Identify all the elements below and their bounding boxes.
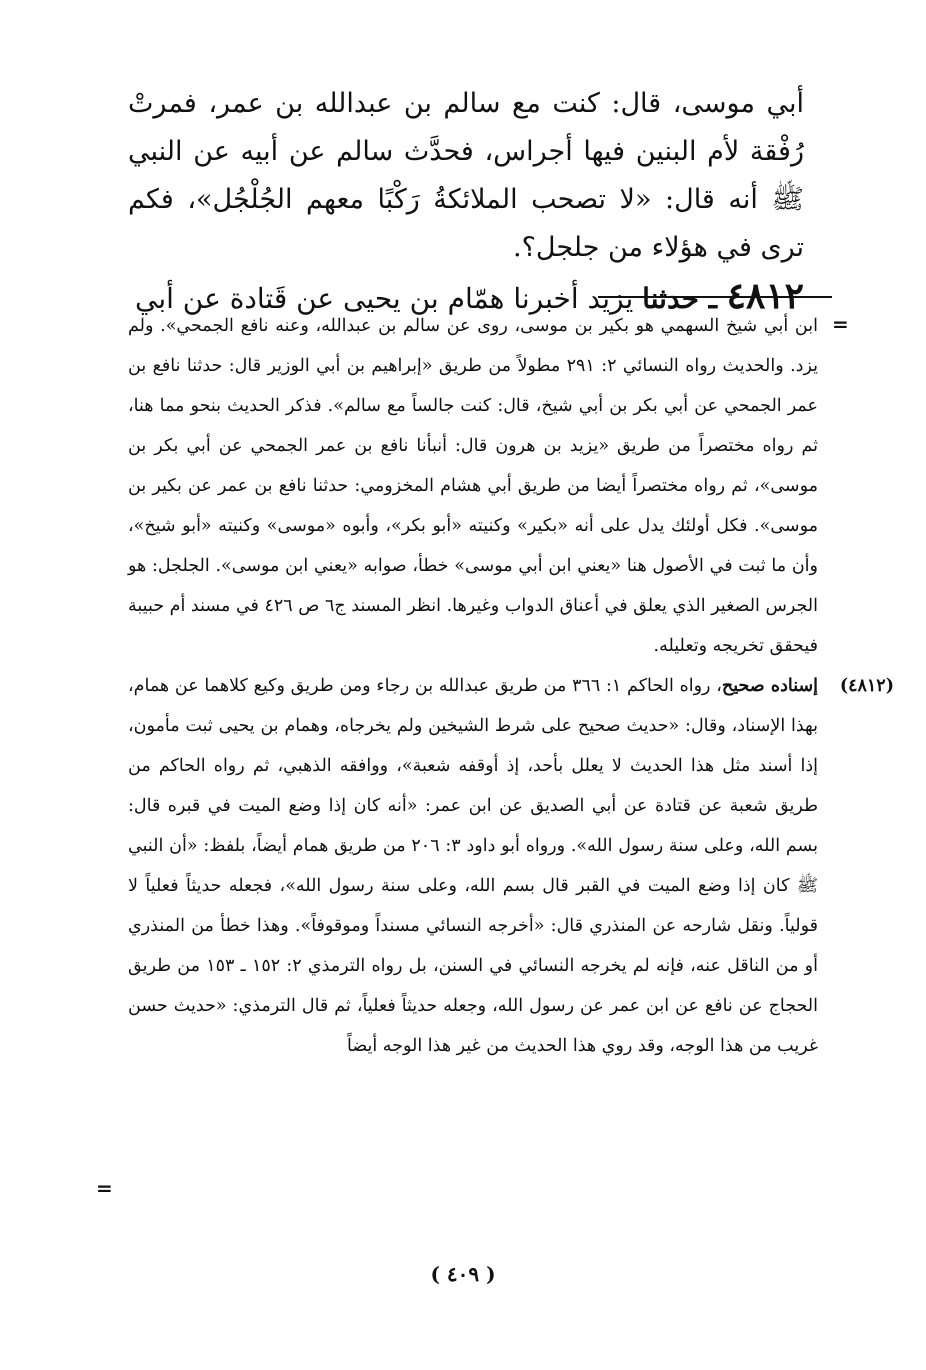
hadith-dash: ـ bbox=[698, 282, 727, 315]
footnote-separator bbox=[598, 296, 832, 298]
footnote-continuation-text: ابن أبي شيخ السهمي هو بكير بن موسى، روى عن سالم بن عبدالله، وعنه نافع الجمحي». ولم يزد. والحديث رواه النسائي ٢: ٢٩١ مطولاً من طريق «إبراهيم بن أبي الوزير قال: حدثنا نافع بن عمر الجمحي عن أبي بكر بن أبي شيخ، قال: كنت جالساً مع سالم». فذكر الحديث بنحو مما هنا، ثم رواه مختصراً من طريق «يزيد بن هرون قال: أنبأنا نافع بن عمر الجمحي عن أبي بكر بن موسى»، ثم رواه مختصراً أيضا من طريق أبي هشام المخزومي: حدثنا نافع بن عمر عن بكير بن موسى». فكل أولئك يدل على أنه «بكير» وكنيته «أبو بكر»، وأبوه «موسى» وكنيته «أبو شيخ»، وأن ما ثبت في الأصول هنا «يعني ابن أبي موسى» خطأ، صوابه «يعني ابن موسى». الجلجل: هو الجرس الصغير الذي يعلق في أعناق الدواب وغيرها. انظر المسند ج٦ ص ٤٢٦ في مسند أم حبيبة فيحقق تخريجه وتعليله. bbox=[128, 316, 818, 656]
main-paragraph bbox=[128, 80, 804, 272]
continuation-mark-bottom: = bbox=[96, 1176, 113, 1200]
hadith-haddathana: حدثنا bbox=[642, 282, 699, 315]
continuation-mark-top: = bbox=[832, 312, 849, 336]
main-text bbox=[128, 80, 804, 323]
footnotes bbox=[128, 306, 894, 1066]
footnote-text: ، رواه الحاكم ١: ٣٦٦ من طريق عبدالله بن رجاء ومن طريق وكيع كلاهما عن همام، بهذا الإسناد، وقال: «حديث صحيح على شرط الشيخين ولم يخرجاه، وهمام بن يحيى ثبت مأمون، إذا أسند مثل هذا الحديث لا يعلل بأحد، إذ أوقفه شعبة»، ووافقه الذهبي، ثم رواه الحاكم من طريق شعبة عن قتادة عن أبي الصديق عن ابن عمر: «أنه كان إذا وضع الميت في قبره قال: بسم الله، وعلى سنة رسول الله». ورواه أبو داود ٣: ٢٠٦ من طريق همام أيضاً، بلفظ: «أن النبي ﷺ كان إذا وضع الميت في القبر قال بسم الله، وعلى سنة رسول الله»، فجعله حديثاً فعلياً لا قولياً. ونقل شارحه عن المنذري قال: «أخرجه النسائي مسنداً وموقوفاً». وهذا خطأ من المنذري أو من الناقل عنه، فإنه لم يخرجه النسائي في السنن، بل رواه الترمذي ٢: ١٥٢ ـ ١٥٣ من طريق الحجاج عن نافع عن ابن عمر عن رسول الله، وجعله حديثاً فعلياً، ثم قال الترمذي: «حديث حسن غريب من هذا الوجه، وقد روي هذا الحديث من غير هذا الوجه أيضاً bbox=[128, 676, 819, 1056]
hadith-chain: يزيد أخبرنا همّام بن يحيى عن قَتادة عن أبي bbox=[134, 282, 643, 315]
footnote-ref: (٤٨١٢) bbox=[839, 676, 894, 696]
footnote-4812 bbox=[128, 666, 894, 1066]
footnote-continuation bbox=[128, 306, 818, 666]
main-paragraph-text: أبي موسى، قال: كنت مع سالم بن عبدالله بن عمر، فمرتْ رُفْقة لأم البنين فيها أجراس، فحدَّث سالم عن أبيه عن النبي ﷺ أنه قال: «لا تصحب الملائكةُ رَكْبًا معهم الجُلْجُل»، فكم ترى في هؤلاء من جلجل؟. bbox=[128, 88, 804, 263]
footnote-grading: إسناده صحيح bbox=[721, 676, 819, 696]
hadith-number: ٤٨١٢ bbox=[726, 275, 804, 317]
page-number: ( ٤٠٩ ) bbox=[430, 1262, 496, 1286]
